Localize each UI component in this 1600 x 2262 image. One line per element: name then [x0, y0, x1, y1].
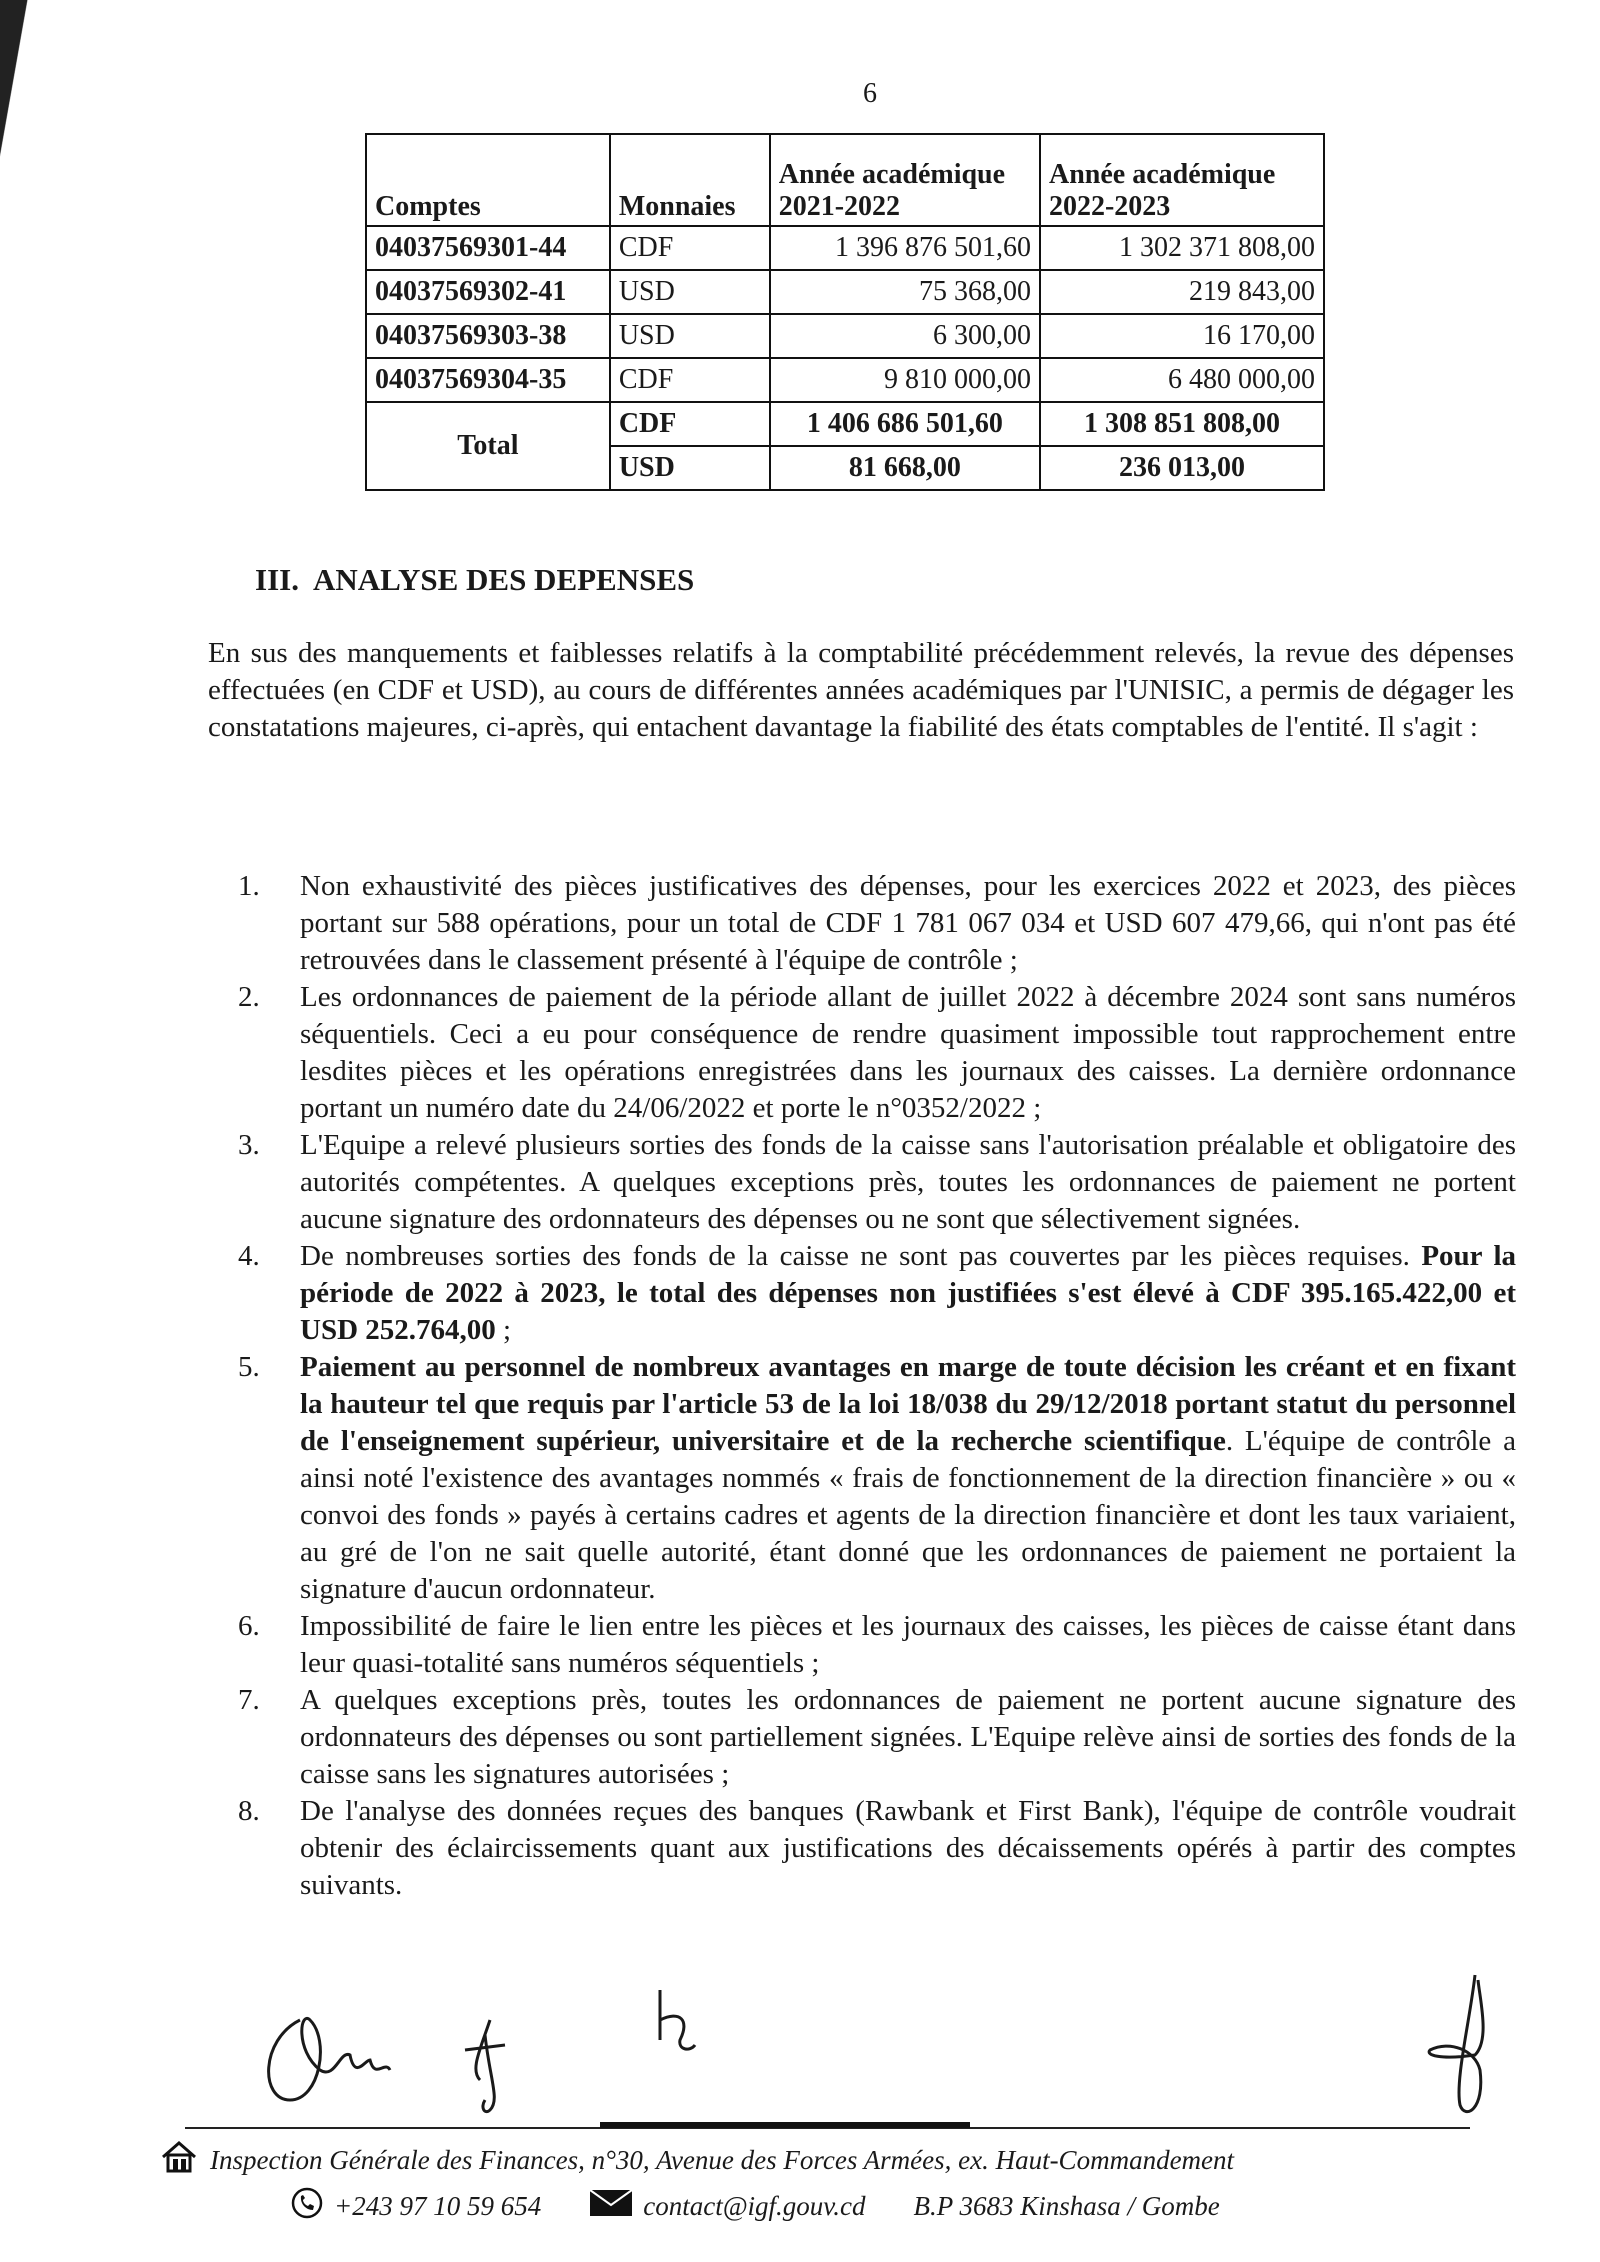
footer-divider-accent	[600, 2122, 970, 2128]
signature-1	[269, 2018, 390, 2100]
currency-cell: CDF	[610, 402, 770, 446]
item-bold-text: Paiement au personnel de nombreux avantages en marge de toute décision les créant et en fixant la hauteur tel que requis par l'article 53 de la loi 18/038 du 29/12/2018 portant statut du personnel de l'enseignement supérieur, universitaire et de la recherche scientifique	[300, 1351, 1516, 1457]
header-currency: Monnaies	[610, 134, 770, 226]
account-number: 04037569302-41	[366, 270, 610, 314]
item-number: 7.	[238, 1684, 260, 1716]
amount-cell: 6 300,00	[770, 314, 1040, 358]
envelope-icon	[589, 2189, 633, 2224]
item-text: Non exhaustivité des pièces justificatives des dépenses, pour les exercices 2022 et 2023, des pièces portant sur 588 opérations, pour un total de CDF 1 781 067 034 et USD 607 479,66, qui n'ont pas été retrouvées dans le classement présenté à l'équipe de contrôle ;	[300, 870, 1516, 976]
amount-cell: 1 396 876 501,60	[770, 226, 1040, 270]
footer-address-line	[160, 2140, 1460, 2181]
account-number: 04037569303-38	[366, 314, 610, 358]
list-item	[238, 868, 1516, 979]
accounts-table	[365, 133, 1325, 491]
table-row	[366, 314, 1324, 358]
item-text: Les ordonnances de paiement de la période allant de juillet 2022 à décembre 2024 sont sans numéros séquentiels. Ceci a eu pour conséquence de rendre quasiment impossible tout rapprochement entre lesdites pièces et les opérations enregistrées dans les journaux des caisses. La dernière ordonnance portant un numéro date du 24/06/2022 et porte le n°0352/2022 ;	[300, 981, 1516, 1124]
section-title: ANALYSE DES DEPENSES	[312, 562, 695, 597]
item-number: 2.	[238, 981, 260, 1013]
total-amount-cell: 1 406 686 501,60	[770, 402, 1040, 446]
item-number: 8.	[238, 1795, 260, 1827]
account-number: 04037569304-35	[366, 358, 610, 402]
item-text: De nombreuses sorties des fonds de la caisse ne sont pas couvertes par les pièces requises.	[300, 1240, 1410, 1272]
currency-cell: CDF	[610, 226, 770, 270]
section-heading	[255, 562, 694, 598]
footer-contact-line	[290, 2186, 1490, 2227]
header-year-2021-2022: Année académique 2021-2022	[770, 134, 1040, 226]
signature-3	[660, 1990, 695, 2049]
item-number: 5.	[238, 1351, 260, 1383]
footer-po-box: B.P 3683 Kinshasa / Gombe	[913, 2191, 1220, 2221]
header-accounts: Comptes	[366, 134, 610, 226]
section-number: III.	[255, 562, 299, 597]
account-number: 04037569301-44	[366, 226, 610, 270]
list-item	[238, 1349, 1516, 1608]
table-row	[366, 226, 1324, 270]
amount-cell: 16 170,00	[1040, 314, 1324, 358]
handwritten-signatures	[240, 1960, 1540, 2130]
list-item	[238, 1682, 1516, 1793]
footer-address: Inspection Générale des Finances, n°30, Avenue des Forces Armées, ex. Haut-Commandement	[210, 2145, 1235, 2175]
item-tail-text: ;	[495, 1314, 512, 1346]
intro-paragraph: En sus des manquements et faiblesses relatifs à la comptabilité précédemment relevés, la revue des dépenses effectuées (en CDF et USD), au cours de différentes années académiques par l'UNISIC, a permis de dégager les constatations majeures, ci-après, qui entachent davantage la fiabilité des états comptables de l'entité. Il s'agit :	[208, 637, 1514, 743]
page-number: 6	[863, 78, 877, 109]
amount-cell: 6 480 000,00	[1040, 358, 1324, 402]
item-number: 1.	[238, 870, 260, 902]
currency-cell: USD	[610, 314, 770, 358]
currency-cell: CDF	[610, 358, 770, 402]
total-amount-cell: 81 668,00	[770, 446, 1040, 490]
footer-phone: +243 97 10 59 654	[334, 2191, 542, 2221]
signature-4	[1429, 1975, 1483, 2112]
total-label: Total	[366, 402, 610, 490]
findings-list	[238, 868, 1516, 1904]
phone-icon	[290, 2186, 324, 2227]
table-header-row	[366, 134, 1324, 226]
item-text: A quelques exceptions près, toutes les ordonnances de paiement ne portent aucune signature des ordonnateurs des dépenses ou sont partiellement signées. L'Equipe relève ainsi de sorties des fonds de la caisse sans les signatures autorisées ;	[300, 1684, 1516, 1790]
list-item	[238, 1127, 1516, 1238]
list-item	[238, 979, 1516, 1127]
table-row	[366, 270, 1324, 314]
footer-email: contact@igf.gouv.cd	[643, 2191, 866, 2221]
amount-cell: 75 368,00	[770, 270, 1040, 314]
total-row	[366, 402, 1324, 446]
currency-cell: USD	[610, 446, 770, 490]
item-number: 4.	[238, 1240, 260, 1272]
total-amount-cell: 1 308 851 808,00	[1040, 402, 1324, 446]
amount-cell: 9 810 000,00	[770, 358, 1040, 402]
header-year-2022-2023: Année académique 2022-2023	[1040, 134, 1324, 226]
list-item	[238, 1608, 1516, 1682]
amount-cell: 219 843,00	[1040, 270, 1324, 314]
item-bold-text: Pour la période de 2022 à 2023, le total des dépenses non justifiées s'est élevé à CDF 395.165.422,00 et USD 252.764,00	[300, 1240, 1517, 1346]
total-amount-cell: 236 013,00	[1040, 446, 1324, 490]
item-tail-text: . L'équipe de contrôle a ainsi noté l'existence des avantages nommés « frais de fonctionnement de la direction financière » ou « convoi des fonds » payés à certains cadres et agents de la direction financière et dont les taux variaient, au gré de l'on ne sait quelle autorité, étant donné que les ordonnances de paiement ne portaient la signature d'aucun ordonnateur.	[300, 1425, 1516, 1605]
item-text: Impossibilité de faire le lien entre les pièces et les journaux des caisses, les pièces de caisse étant dans leur quasi-totalité sans numéros séquentiels ;	[300, 1610, 1516, 1679]
item-text: L'Equipe a relevé plusieurs sorties des fonds de la caisse sans l'autorisation préalable et obligatoire des autorités compétentes. A quelques exceptions près, toutes les ordonnances de paiement ne portent aucune signature des ordonnateurs des dépenses ou ne sont que sélectivement signées.	[300, 1129, 1516, 1235]
item-text: De l'analyse des données reçues des banques (Rawbank et First Bank), l'équipe de contrôle voudrait obtenir des éclaircissements quant aux justifications des décaissements opérés à partir des comptes suivants.	[300, 1795, 1516, 1901]
item-number: 6.	[238, 1610, 260, 1642]
list-item	[238, 1793, 1516, 1904]
currency-cell: USD	[610, 270, 770, 314]
list-item	[238, 1238, 1516, 1349]
house-icon	[160, 2140, 198, 2181]
signature-2	[465, 2020, 505, 2112]
item-number: 3.	[238, 1129, 260, 1161]
table-row	[366, 358, 1324, 402]
amount-cell: 1 302 371 808,00	[1040, 226, 1324, 270]
